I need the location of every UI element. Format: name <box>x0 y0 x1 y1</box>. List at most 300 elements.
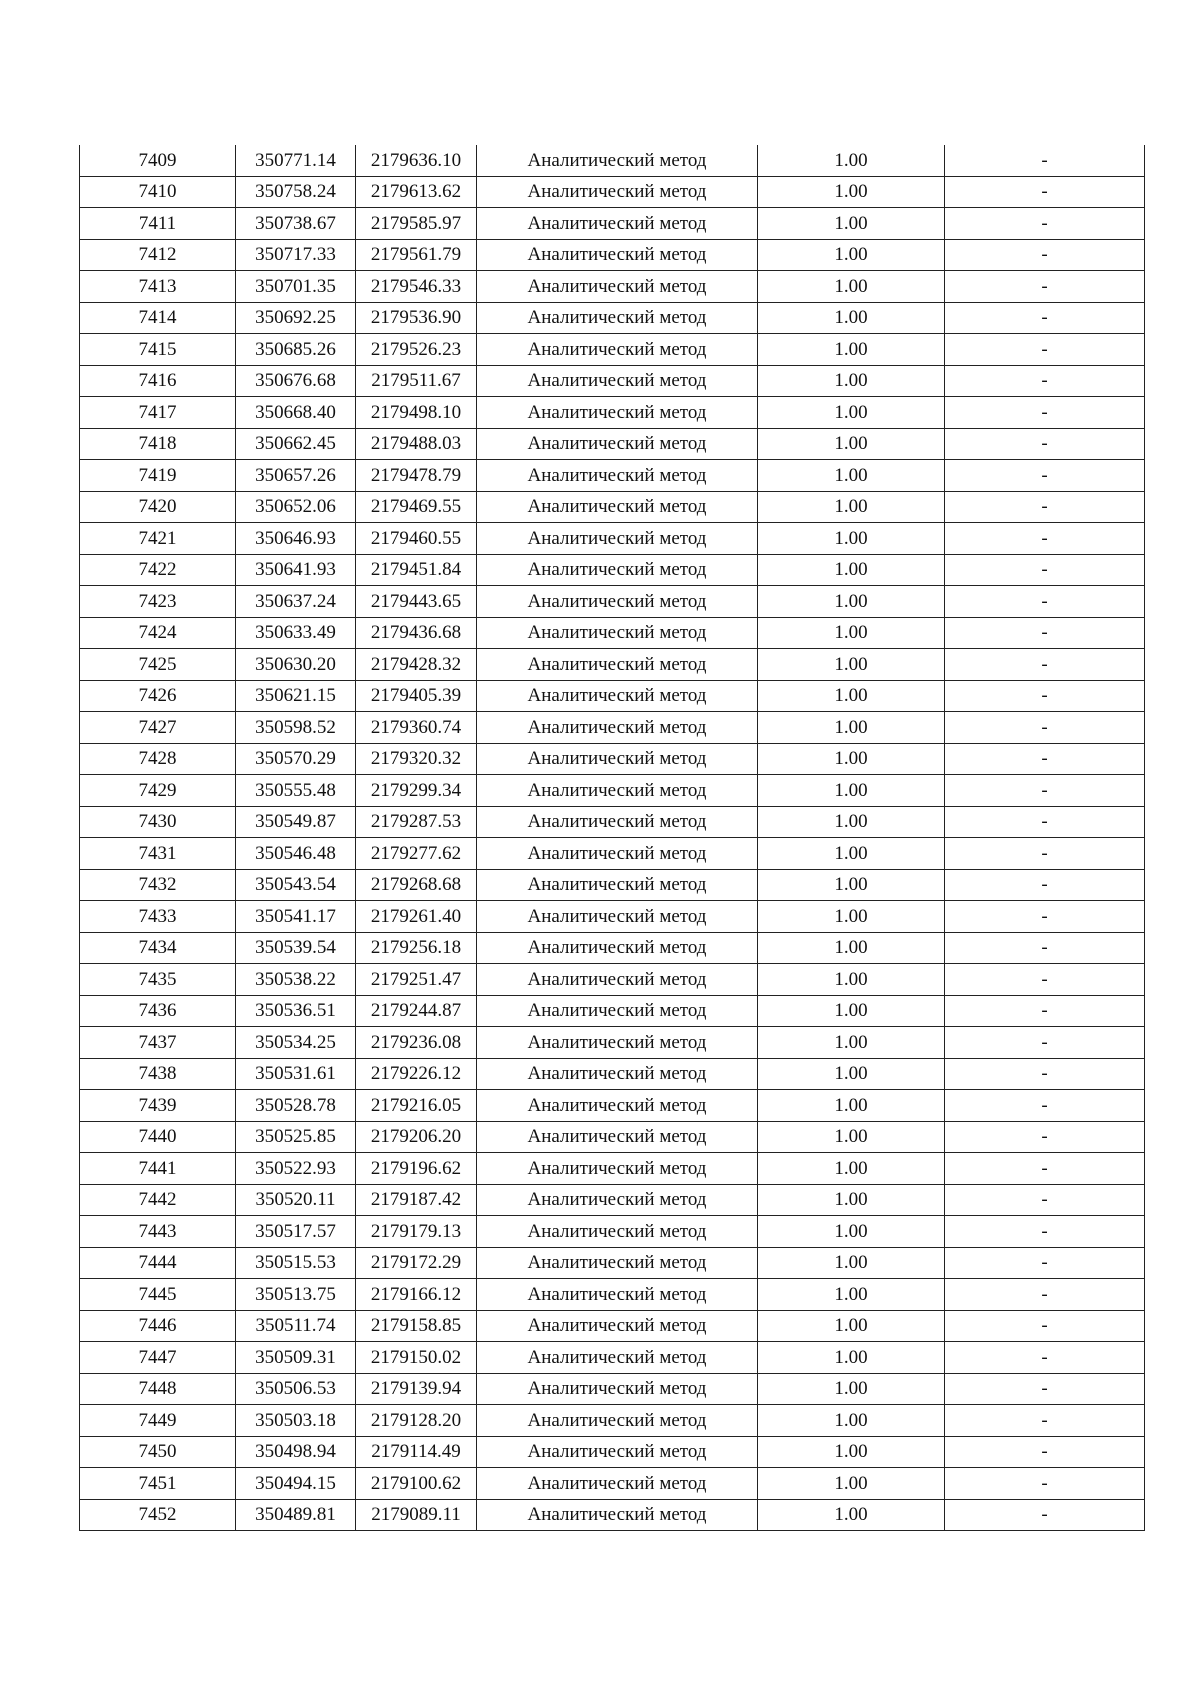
y-coordinate-cell: 2179216.05 <box>356 1090 477 1122</box>
y-coordinate-cell: 2179636.10 <box>356 145 477 176</box>
y-coordinate-cell: 2179287.53 <box>356 806 477 838</box>
point-number-cell: 7435 <box>80 964 236 996</box>
method-cell: Аналитический метод <box>477 1310 758 1342</box>
note-cell: - <box>945 1342 1145 1374</box>
note-cell: - <box>945 397 1145 429</box>
method-cell: Аналитический метод <box>477 176 758 208</box>
table-row <box>80 1436 1145 1468</box>
y-coordinate-cell: 2179451.84 <box>356 554 477 586</box>
accuracy-cell: 1.00 <box>758 523 945 555</box>
note-cell: - <box>945 649 1145 681</box>
accuracy-cell: 1.00 <box>758 1499 945 1531</box>
accuracy-cell: 1.00 <box>758 1058 945 1090</box>
method-cell: Аналитический метод <box>477 838 758 870</box>
x-coordinate-cell: 350509.31 <box>236 1342 356 1374</box>
y-coordinate-cell: 2179226.12 <box>356 1058 477 1090</box>
accuracy-cell: 1.00 <box>758 869 945 901</box>
method-cell: Аналитический метод <box>477 1121 758 1153</box>
x-coordinate-cell: 350570.29 <box>236 743 356 775</box>
point-number-cell: 7440 <box>80 1121 236 1153</box>
table-row <box>80 334 1145 366</box>
point-number-cell: 7413 <box>80 271 236 303</box>
method-cell: Аналитический метод <box>477 271 758 303</box>
accuracy-cell: 1.00 <box>758 428 945 460</box>
note-cell: - <box>945 1405 1145 1437</box>
x-coordinate-cell: 350531.61 <box>236 1058 356 1090</box>
table-row <box>80 743 1145 775</box>
accuracy-cell: 1.00 <box>758 617 945 649</box>
y-coordinate-cell: 2179436.68 <box>356 617 477 649</box>
x-coordinate-cell: 350536.51 <box>236 995 356 1027</box>
note-cell: - <box>945 1310 1145 1342</box>
point-number-cell: 7429 <box>80 775 236 807</box>
point-number-cell: 7410 <box>80 176 236 208</box>
x-coordinate-cell: 350541.17 <box>236 901 356 933</box>
table-row <box>80 1247 1145 1279</box>
table-row <box>80 712 1145 744</box>
accuracy-cell: 1.00 <box>758 806 945 838</box>
x-coordinate-cell: 350717.33 <box>236 239 356 271</box>
x-coordinate-cell: 350668.40 <box>236 397 356 429</box>
note-cell: - <box>945 1184 1145 1216</box>
y-coordinate-cell: 2179179.13 <box>356 1216 477 1248</box>
note-cell: - <box>945 271 1145 303</box>
accuracy-cell: 1.00 <box>758 1121 945 1153</box>
y-coordinate-cell: 2179277.62 <box>356 838 477 870</box>
method-cell: Аналитический метод <box>477 1027 758 1059</box>
method-cell: Аналитический метод <box>477 964 758 996</box>
table-row <box>80 302 1145 334</box>
accuracy-cell: 1.00 <box>758 271 945 303</box>
accuracy-cell: 1.00 <box>758 649 945 681</box>
table-row <box>80 460 1145 492</box>
method-cell: Аналитический метод <box>477 680 758 712</box>
y-coordinate-cell: 2179405.39 <box>356 680 477 712</box>
y-coordinate-cell: 2179460.55 <box>356 523 477 555</box>
method-cell: Аналитический метод <box>477 397 758 429</box>
point-number-cell: 7437 <box>80 1027 236 1059</box>
method-cell: Аналитический метод <box>477 1279 758 1311</box>
table-row <box>80 554 1145 586</box>
note-cell: - <box>945 806 1145 838</box>
table-row <box>80 523 1145 555</box>
x-coordinate-cell: 350758.24 <box>236 176 356 208</box>
x-coordinate-cell: 350738.67 <box>236 208 356 240</box>
x-coordinate-cell: 350546.48 <box>236 838 356 870</box>
note-cell: - <box>945 1216 1145 1248</box>
method-cell: Аналитический метод <box>477 1058 758 1090</box>
method-cell: Аналитический метод <box>477 1468 758 1500</box>
note-cell: - <box>945 1027 1145 1059</box>
accuracy-cell: 1.00 <box>758 491 945 523</box>
method-cell: Аналитический метод <box>477 334 758 366</box>
point-number-cell: 7423 <box>80 586 236 618</box>
note-cell: - <box>945 239 1145 271</box>
x-coordinate-cell: 350646.93 <box>236 523 356 555</box>
method-cell: Аналитический метод <box>477 1184 758 1216</box>
accuracy-cell: 1.00 <box>758 680 945 712</box>
table-row <box>80 964 1145 996</box>
accuracy-cell: 1.00 <box>758 1090 945 1122</box>
x-coordinate-cell: 350511.74 <box>236 1310 356 1342</box>
method-cell: Аналитический метод <box>477 649 758 681</box>
method-cell: Аналитический метод <box>477 1405 758 1437</box>
y-coordinate-cell: 2179498.10 <box>356 397 477 429</box>
x-coordinate-cell: 350498.94 <box>236 1436 356 1468</box>
x-coordinate-cell: 350503.18 <box>236 1405 356 1437</box>
y-coordinate-cell: 2179585.97 <box>356 208 477 240</box>
y-coordinate-cell: 2179561.79 <box>356 239 477 271</box>
x-coordinate-cell: 350692.25 <box>236 302 356 334</box>
y-coordinate-cell: 2179100.62 <box>356 1468 477 1500</box>
x-coordinate-cell: 350515.53 <box>236 1247 356 1279</box>
table-row <box>80 869 1145 901</box>
accuracy-cell: 1.00 <box>758 1405 945 1437</box>
x-coordinate-cell: 350538.22 <box>236 964 356 996</box>
point-number-cell: 7414 <box>80 302 236 334</box>
method-cell: Аналитический метод <box>477 1373 758 1405</box>
note-cell: - <box>945 1121 1145 1153</box>
y-coordinate-cell: 2179299.34 <box>356 775 477 807</box>
x-coordinate-cell: 350771.14 <box>236 145 356 176</box>
table-row <box>80 1121 1145 1153</box>
method-cell: Аналитический метод <box>477 460 758 492</box>
point-number-cell: 7441 <box>80 1153 236 1185</box>
note-cell: - <box>945 176 1145 208</box>
method-cell: Аналитический метод <box>477 932 758 964</box>
note-cell: - <box>945 428 1145 460</box>
accuracy-cell: 1.00 <box>758 239 945 271</box>
table-row <box>80 1373 1145 1405</box>
table-row <box>80 1216 1145 1248</box>
point-number-cell: 7433 <box>80 901 236 933</box>
method-cell: Аналитический метод <box>477 712 758 744</box>
point-number-cell: 7422 <box>80 554 236 586</box>
point-number-cell: 7411 <box>80 208 236 240</box>
accuracy-cell: 1.00 <box>758 1027 945 1059</box>
method-cell: Аналитический метод <box>477 995 758 1027</box>
y-coordinate-cell: 2179613.62 <box>356 176 477 208</box>
accuracy-cell: 1.00 <box>758 1279 945 1311</box>
x-coordinate-cell: 350555.48 <box>236 775 356 807</box>
note-cell: - <box>945 1153 1145 1185</box>
method-cell: Аналитический метод <box>477 523 758 555</box>
y-coordinate-cell: 2179443.65 <box>356 586 477 618</box>
y-coordinate-cell: 2179244.87 <box>356 995 477 1027</box>
table-row <box>80 491 1145 523</box>
x-coordinate-cell: 350657.26 <box>236 460 356 492</box>
method-cell: Аналитический метод <box>477 1436 758 1468</box>
note-cell: - <box>945 1058 1145 1090</box>
table-row <box>80 208 1145 240</box>
note-cell: - <box>945 365 1145 397</box>
table-row <box>80 145 1145 176</box>
note-cell: - <box>945 1468 1145 1500</box>
y-coordinate-cell: 2179139.94 <box>356 1373 477 1405</box>
point-number-cell: 7452 <box>80 1499 236 1531</box>
table-row <box>80 1342 1145 1374</box>
point-number-cell: 7432 <box>80 869 236 901</box>
x-coordinate-cell: 350701.35 <box>236 271 356 303</box>
y-coordinate-cell: 2179236.08 <box>356 1027 477 1059</box>
accuracy-cell: 1.00 <box>758 712 945 744</box>
x-coordinate-cell: 350494.15 <box>236 1468 356 1500</box>
point-number-cell: 7444 <box>80 1247 236 1279</box>
method-cell: Аналитический метод <box>477 743 758 775</box>
y-coordinate-cell: 2179488.03 <box>356 428 477 460</box>
point-number-cell: 7434 <box>80 932 236 964</box>
table-row <box>80 176 1145 208</box>
method-cell: Аналитический метод <box>477 901 758 933</box>
table-row <box>80 1027 1145 1059</box>
method-cell: Аналитический метод <box>477 208 758 240</box>
method-cell: Аналитический метод <box>477 239 758 271</box>
accuracy-cell: 1.00 <box>758 901 945 933</box>
point-number-cell: 7412 <box>80 239 236 271</box>
y-coordinate-cell: 2179511.67 <box>356 365 477 397</box>
x-coordinate-cell: 350621.15 <box>236 680 356 712</box>
note-cell: - <box>945 1499 1145 1531</box>
method-cell: Аналитический метод <box>477 428 758 460</box>
table-row <box>80 838 1145 870</box>
table-row <box>80 397 1145 429</box>
method-cell: Аналитический метод <box>477 145 758 176</box>
point-number-cell: 7443 <box>80 1216 236 1248</box>
accuracy-cell: 1.00 <box>758 1184 945 1216</box>
y-coordinate-cell: 2179478.79 <box>356 460 477 492</box>
method-cell: Аналитический метод <box>477 806 758 838</box>
point-number-cell: 7418 <box>80 428 236 460</box>
point-number-cell: 7449 <box>80 1405 236 1437</box>
method-cell: Аналитический метод <box>477 1342 758 1374</box>
x-coordinate-cell: 350522.93 <box>236 1153 356 1185</box>
note-cell: - <box>945 1279 1145 1311</box>
accuracy-cell: 1.00 <box>758 365 945 397</box>
point-number-cell: 7415 <box>80 334 236 366</box>
accuracy-cell: 1.00 <box>758 302 945 334</box>
accuracy-cell: 1.00 <box>758 775 945 807</box>
method-cell: Аналитический метод <box>477 1216 758 1248</box>
accuracy-cell: 1.00 <box>758 460 945 492</box>
x-coordinate-cell: 350676.68 <box>236 365 356 397</box>
method-cell: Аналитический метод <box>477 1153 758 1185</box>
x-coordinate-cell: 350489.81 <box>236 1499 356 1531</box>
y-coordinate-cell: 2179206.20 <box>356 1121 477 1153</box>
x-coordinate-cell: 350549.87 <box>236 806 356 838</box>
note-cell: - <box>945 869 1145 901</box>
y-coordinate-cell: 2179360.74 <box>356 712 477 744</box>
method-cell: Аналитический метод <box>477 869 758 901</box>
table-row <box>80 680 1145 712</box>
note-cell: - <box>945 775 1145 807</box>
x-coordinate-cell: 350520.11 <box>236 1184 356 1216</box>
point-number-cell: 7438 <box>80 1058 236 1090</box>
point-number-cell: 7442 <box>80 1184 236 1216</box>
point-number-cell: 7446 <box>80 1310 236 1342</box>
method-cell: Аналитический метод <box>477 617 758 649</box>
point-number-cell: 7451 <box>80 1468 236 1500</box>
method-cell: Аналитический метод <box>477 491 758 523</box>
point-number-cell: 7424 <box>80 617 236 649</box>
note-cell: - <box>945 334 1145 366</box>
accuracy-cell: 1.00 <box>758 1373 945 1405</box>
accuracy-cell: 1.00 <box>758 554 945 586</box>
note-cell: - <box>945 491 1145 523</box>
point-number-cell: 7431 <box>80 838 236 870</box>
table-row <box>80 1058 1145 1090</box>
coordinates-table <box>79 145 1145 1531</box>
table-row <box>80 239 1145 271</box>
accuracy-cell: 1.00 <box>758 586 945 618</box>
table-row <box>80 586 1145 618</box>
x-coordinate-cell: 350685.26 <box>236 334 356 366</box>
method-cell: Аналитический метод <box>477 365 758 397</box>
table-row <box>80 1310 1145 1342</box>
method-cell: Аналитический метод <box>477 586 758 618</box>
x-coordinate-cell: 350652.06 <box>236 491 356 523</box>
x-coordinate-cell: 350528.78 <box>236 1090 356 1122</box>
note-cell: - <box>945 1373 1145 1405</box>
note-cell: - <box>945 680 1145 712</box>
point-number-cell: 7445 <box>80 1279 236 1311</box>
method-cell: Аналитический метод <box>477 1090 758 1122</box>
table-row <box>80 901 1145 933</box>
y-coordinate-cell: 2179251.47 <box>356 964 477 996</box>
accuracy-cell: 1.00 <box>758 995 945 1027</box>
point-number-cell: 7436 <box>80 995 236 1027</box>
point-number-cell: 7428 <box>80 743 236 775</box>
point-number-cell: 7450 <box>80 1436 236 1468</box>
point-number-cell: 7439 <box>80 1090 236 1122</box>
table-row <box>80 775 1145 807</box>
note-cell: - <box>945 932 1145 964</box>
accuracy-cell: 1.00 <box>758 932 945 964</box>
accuracy-cell: 1.00 <box>758 1247 945 1279</box>
note-cell: - <box>945 617 1145 649</box>
x-coordinate-cell: 350513.75 <box>236 1279 356 1311</box>
point-number-cell: 7409 <box>80 145 236 176</box>
point-number-cell: 7425 <box>80 649 236 681</box>
table-row <box>80 1090 1145 1122</box>
note-cell: - <box>945 995 1145 1027</box>
point-number-cell: 7416 <box>80 365 236 397</box>
accuracy-cell: 1.00 <box>758 1342 945 1374</box>
point-number-cell: 7448 <box>80 1373 236 1405</box>
y-coordinate-cell: 2179256.18 <box>356 932 477 964</box>
table-row <box>80 806 1145 838</box>
table-row <box>80 1153 1145 1185</box>
note-cell: - <box>945 743 1145 775</box>
point-number-cell: 7419 <box>80 460 236 492</box>
y-coordinate-cell: 2179150.02 <box>356 1342 477 1374</box>
table-row <box>80 365 1145 397</box>
method-cell: Аналитический метод <box>477 302 758 334</box>
y-coordinate-cell: 2179089.11 <box>356 1499 477 1531</box>
x-coordinate-cell: 350641.93 <box>236 554 356 586</box>
table-row <box>80 995 1145 1027</box>
accuracy-cell: 1.00 <box>758 397 945 429</box>
note-cell: - <box>945 964 1145 996</box>
note-cell: - <box>945 1247 1145 1279</box>
table-row <box>80 932 1145 964</box>
note-cell: - <box>945 901 1145 933</box>
x-coordinate-cell: 350534.25 <box>236 1027 356 1059</box>
accuracy-cell: 1.00 <box>758 1216 945 1248</box>
table-row <box>80 1279 1145 1311</box>
coordinates-table-body <box>80 145 1145 1531</box>
accuracy-cell: 1.00 <box>758 838 945 870</box>
y-coordinate-cell: 2179261.40 <box>356 901 477 933</box>
x-coordinate-cell: 350517.57 <box>236 1216 356 1248</box>
x-coordinate-cell: 350506.53 <box>236 1373 356 1405</box>
method-cell: Аналитический метод <box>477 1247 758 1279</box>
y-coordinate-cell: 2179196.62 <box>356 1153 477 1185</box>
x-coordinate-cell: 350662.45 <box>236 428 356 460</box>
note-cell: - <box>945 1436 1145 1468</box>
y-coordinate-cell: 2179128.20 <box>356 1405 477 1437</box>
point-number-cell: 7417 <box>80 397 236 429</box>
y-coordinate-cell: 2179172.29 <box>356 1247 477 1279</box>
y-coordinate-cell: 2179428.32 <box>356 649 477 681</box>
point-number-cell: 7430 <box>80 806 236 838</box>
point-number-cell: 7421 <box>80 523 236 555</box>
y-coordinate-cell: 2179469.55 <box>356 491 477 523</box>
accuracy-cell: 1.00 <box>758 1310 945 1342</box>
note-cell: - <box>945 586 1145 618</box>
accuracy-cell: 1.00 <box>758 1436 945 1468</box>
accuracy-cell: 1.00 <box>758 743 945 775</box>
method-cell: Аналитический метод <box>477 1499 758 1531</box>
table-row <box>80 617 1145 649</box>
y-coordinate-cell: 2179158.85 <box>356 1310 477 1342</box>
note-cell: - <box>945 145 1145 176</box>
accuracy-cell: 1.00 <box>758 1468 945 1500</box>
table-row <box>80 1184 1145 1216</box>
y-coordinate-cell: 2179187.42 <box>356 1184 477 1216</box>
y-coordinate-cell: 2179320.32 <box>356 743 477 775</box>
table-row <box>80 428 1145 460</box>
accuracy-cell: 1.00 <box>758 176 945 208</box>
note-cell: - <box>945 1090 1145 1122</box>
y-coordinate-cell: 2179526.23 <box>356 334 477 366</box>
y-coordinate-cell: 2179166.12 <box>356 1279 477 1311</box>
note-cell: - <box>945 554 1145 586</box>
x-coordinate-cell: 350543.54 <box>236 869 356 901</box>
accuracy-cell: 1.00 <box>758 964 945 996</box>
note-cell: - <box>945 302 1145 334</box>
x-coordinate-cell: 350637.24 <box>236 586 356 618</box>
table-row <box>80 1499 1145 1531</box>
accuracy-cell: 1.00 <box>758 1153 945 1185</box>
note-cell: - <box>945 460 1145 492</box>
x-coordinate-cell: 350633.49 <box>236 617 356 649</box>
table-row <box>80 1468 1145 1500</box>
note-cell: - <box>945 838 1145 870</box>
note-cell: - <box>945 523 1145 555</box>
method-cell: Аналитический метод <box>477 775 758 807</box>
table-row <box>80 1405 1145 1437</box>
point-number-cell: 7427 <box>80 712 236 744</box>
y-coordinate-cell: 2179546.33 <box>356 271 477 303</box>
table-row <box>80 649 1145 681</box>
point-number-cell: 7420 <box>80 491 236 523</box>
point-number-cell: 7426 <box>80 680 236 712</box>
x-coordinate-cell: 350598.52 <box>236 712 356 744</box>
x-coordinate-cell: 350525.85 <box>236 1121 356 1153</box>
y-coordinate-cell: 2179268.68 <box>356 869 477 901</box>
accuracy-cell: 1.00 <box>758 334 945 366</box>
point-number-cell: 7447 <box>80 1342 236 1374</box>
